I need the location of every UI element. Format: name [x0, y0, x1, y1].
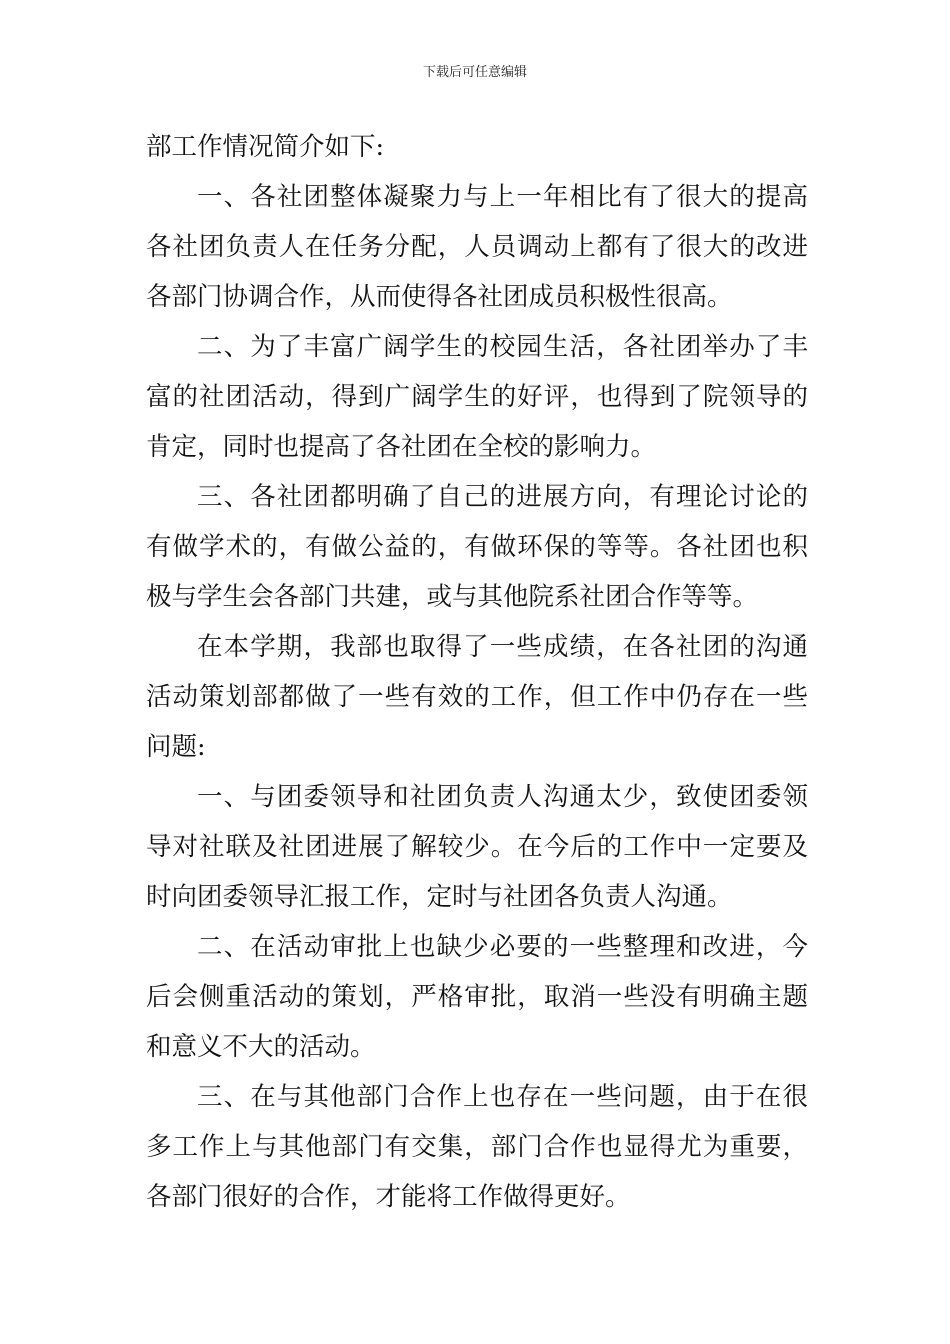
paragraph-achievement-3: 三、各社团都明确了自己的进展方向，有理论讨论的有做学术的，有做公益的，有做环保的等等。各社团也积极与学生会各部门共建，或与其他院系社团合作等等。	[146, 482, 808, 612]
paragraph-problem-2: 二、在活动审批上也缺少必要的一些整理和改进，今后会侧重活动的策划，严格审批，取消一些没有明确主题和意义不大的活动。	[146, 932, 808, 1062]
paragraph-problem-3: 三、在与其他部门合作上也存在一些问题，由于在很多工作上与其他部门有交集，部门合作也显得尤为重要，各部门很好的合作，才能将工作做得更好。	[146, 1082, 808, 1212]
page-header-note: 下载后可任意编辑	[422, 65, 527, 80]
paragraph-intro: 部工作情况简介如下:	[146, 132, 385, 162]
paragraph-achievement-2: 二、为了丰富广阔学生的校园生活，各社团举办了丰富的社团活动，得到广阔学生的好评，也得到了院领导的肯定，同时也提高了各社团在全校的影响力。	[146, 332, 808, 462]
document-body	[146, 122, 808, 1222]
paragraph-problems-intro: 在本学期，我部也取得了一些成绩，在各社团的沟通活动策划部都做了一些有效的工作，但工作中仍存在一些问题:	[146, 632, 808, 762]
paragraph-achievement-1: 一、各社团整体凝聚力与上一年相比有了很大的提高各社团负责人在任务分配，人员调动上都有了很大的改进各部门协调合作，从而使得各社团成员积极性很高。	[146, 182, 808, 312]
paragraph-problem-1: 一、与团委领导和社团负责人沟通太少，致使团委领导对社联及社团进展了解较少。在今后的工作中一定要及时向团委领导汇报工作，定时与社团各负责人沟通。	[146, 782, 808, 912]
